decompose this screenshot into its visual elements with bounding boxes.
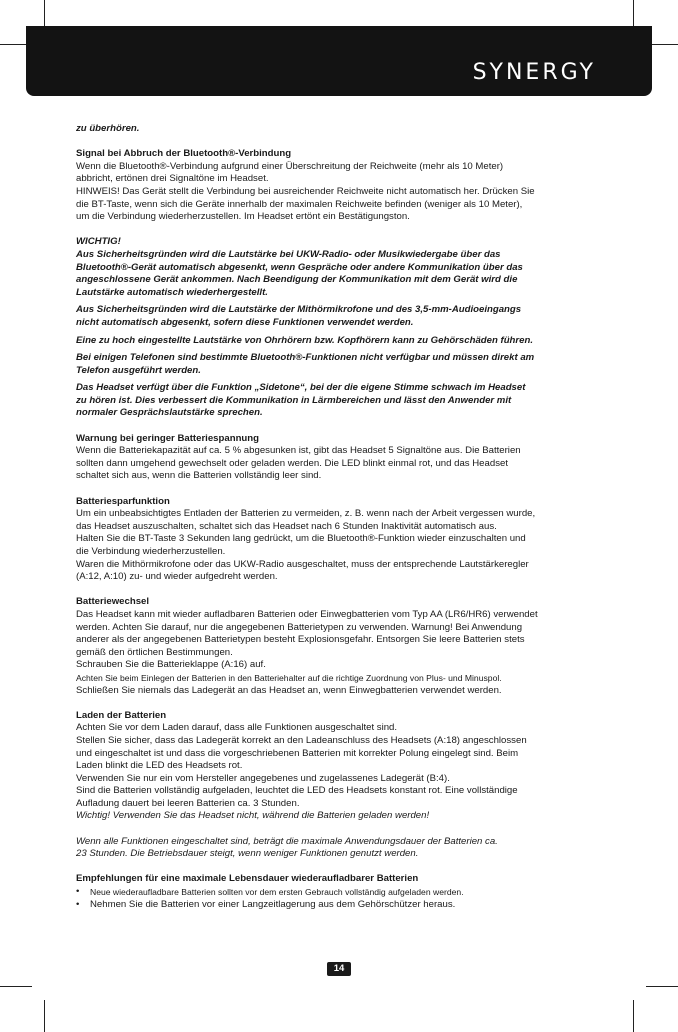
text-line: gemäß den örtlichen Bestimmungen.	[76, 646, 233, 658]
section-heading: Batteriesparfunktion	[76, 495, 170, 507]
section-battery-saver	[76, 496, 606, 584]
crop-mark	[646, 986, 678, 987]
section-heading: Empfehlungen für eine maximale Lebensdauer wiederaufladbarer Batterien	[76, 873, 419, 885]
intro-text: zu überhören.	[76, 123, 140, 134]
text-line: Wenn die Batteriekapazität auf ca. 5 % abgesunken ist, gibt das Headset 5 Signaltöne aus. Die Batterien	[76, 445, 521, 457]
text-line: normaler Gesprächslautstärke sprechen.	[76, 407, 263, 419]
text-line: abbricht, ertönen drei Signaltöne im Headset.	[76, 173, 269, 185]
bullet-icon: •	[76, 886, 80, 898]
text-line: Schrauben Sie die Batterieklappe (A:16) auf.	[76, 659, 266, 671]
text-line: das Headset auszuschalten, schaltet sich das Headset nach 6 Stunden Inaktivität automatisch aus.	[76, 520, 497, 532]
header-bar	[26, 26, 652, 96]
text-line: HINWEIS! Das Gerät stellt die Verbindung bei ausreichender Reichweite nicht automatisch her. Drücken Sie	[76, 185, 535, 197]
text-line: angeschlossene Gerät ankommen. Nach Beendigung der Kommunikation mit dem Gerät wird die	[76, 274, 518, 286]
text-line: Stellen Sie sicher, dass das Ladegerät korrekt an den Ladeanschluss des Headsets (A:18) angeschlossen	[76, 734, 527, 746]
text-line: (A:12, A:10) zu- und wieder aufgedreht werden.	[76, 571, 278, 583]
section-heading: Warnung bei geringer Batteriespannung	[76, 432, 260, 444]
text-line: anderer als der angegebenen Batterietypen besteht Explosionsgefahr. Entsorgen Sie leere Batterien stets	[76, 634, 525, 646]
text-line: die Verbindung wiederherzustellen.	[76, 546, 226, 557]
text-line: um die Verbindung wiederherzustellen. Im Headset ertönt ein Bestätigungston.	[76, 211, 410, 223]
list-item-text: Nehmen Sie die Batterien vor einer Langzeitlagerung aus dem Gehörschützer heraus.	[90, 898, 456, 910]
text-line: Aufladung dauert bei leeren Batterien ca. 3 Stunden.	[76, 797, 300, 809]
text-line: Eine zu hoch eingestellte Lautstärke von Ohrhörern bzw. Kopfhörern kann zu Gehörschäden führen.	[76, 334, 534, 346]
text-line: schaltet sich aus, wenn die Batterien vollständig leer sind.	[76, 470, 322, 482]
text-line: Verwenden Sie nur ein vom Hersteller angegebenes und zugelassenes Ladegerät (B:4).	[76, 772, 450, 784]
section-heading: Signal bei Abbruch der Bluetooth®-Verbindung	[76, 148, 292, 160]
section-low-battery	[76, 433, 606, 483]
text-line: Das Headset kann mit wieder aufladbaren Batterien oder Einwegbatterien vom Typ AA (LR6/HR6) verwendet	[76, 608, 538, 620]
text-line: Wenn die Bluetooth®-Verbindung aufgrund einer Überschreitung der Reichweite (mehr als 10 Meter)	[76, 160, 504, 172]
text-line: sollten dann umgehend gewechselt oder geladen werden. Die LED blinkt einmal rot, und das Headset	[76, 457, 508, 469]
text-line: Bluetooth®-Gerät automatisch abgesenkt, wenn Gespräche oder andere Kommunikation über das	[76, 261, 523, 273]
section-battery-change	[76, 596, 606, 697]
text-line: 23 Stunden. Die Betriebsdauer steigt, wenn weniger Funktionen genutzt werden.	[76, 848, 419, 860]
text-line: Bei einigen Telefonen sind bestimmte Bluetooth®-Funktionen nicht verfügbar und müssen direkt am	[76, 352, 535, 364]
text-line: Um ein unbeabsichtigtes Entladen der Batterien zu vermeiden, z. B. wenn nach der Arbeit vergessen wurde,	[76, 508, 536, 520]
text-line: Achten Sie vor dem Laden darauf, dass alle Funktionen ausgeschaltet sind.	[76, 722, 398, 734]
page-number: 14	[327, 962, 351, 976]
text-line: Aus Sicherheitsgründen wird die Lautstärke bei UKW-Radio- oder Musikwiedergabe über das	[76, 248, 501, 260]
text-line: Achten Sie beim Einlegen der Batterien in den Batteriehalter auf die richtige Zuordnung von Plus- und Minuspol.	[76, 672, 502, 683]
text-line: Aus Sicherheitsgründen wird die Lautstärke der Mithörmikrofone und des 3,5-mm-Audioeingangs	[76, 304, 522, 316]
crop-mark	[44, 1000, 45, 1032]
list-item	[76, 886, 606, 899]
list-item	[76, 899, 606, 912]
section-signal	[76, 148, 606, 224]
section-recommendations	[76, 873, 606, 911]
text-line: und eingeschaltet ist und dass die vorgeschriebenen Batterien mit korrekter Polung eingelegt sind. Beim	[76, 747, 519, 759]
section-heading: Laden der Batterien	[76, 709, 167, 721]
section-heading: Batteriewechsel	[76, 596, 150, 608]
text-line: Halten Sie die BT-Taste 3 Sekunden lang gedrückt, um die Bluetooth®-Funktion wieder einzuschalten und	[76, 533, 526, 545]
text-line: die BT-Taste, wenn sich die Geräte innerhalb der maximalen Reichweite befinden (weniger als 10 Meter),	[76, 198, 523, 210]
warning-heading: WICHTIG!	[76, 236, 121, 248]
brand-logo: SYNERGY	[472, 60, 596, 85]
text-line: zu hören ist. Dies verbessert die Kommunikation in Lärmbereichen und lässt den Anwender mit	[76, 394, 512, 406]
section-charging	[76, 710, 606, 861]
text-line: Telefon ausgeführt werden.	[76, 364, 201, 376]
page-content	[76, 123, 606, 911]
text-line: Wenn alle Funktionen eingeschaltet sind, beträgt die maximale Anwendungsdauer der Batterien ca.	[76, 835, 498, 847]
text-line: Laden blinkt die LED des Headsets rot.	[76, 760, 243, 772]
section-warning	[76, 236, 606, 420]
text-line: Das Headset verfügt über die Funktion „Sidetone“, bei der die eigene Stimme schwach im Headset	[76, 382, 526, 394]
text-line: Schließen Sie niemals das Ladegerät an das Headset an, wenn Einwegbatterien verwendet werden.	[76, 684, 502, 696]
bullet-icon: •	[76, 898, 80, 910]
text-line: Sind die Batterien vollständig aufgeladen, leuchtet die LED des Headsets konstant rot. Eine vollständige	[76, 785, 518, 797]
crop-mark	[0, 986, 32, 987]
text-line: nicht automatisch abgesenkt, sofern diese Funktionen verwendet werden.	[76, 316, 414, 328]
text-line: Waren die Mithörmikrofone oder das UKW-Radio ausgeschaltet, muss der entsprechende Lautstärkeregler	[76, 558, 529, 570]
text-line: werden. Achten Sie darauf, nur die angegebenen Batterietypen zu verwenden. Warnung! Bei Anwendung	[76, 621, 523, 633]
text-line: Wichtig! Verwenden Sie das Headset nicht, während die Batterien geladen werden!	[76, 810, 430, 822]
list-item-text: Neue wiederaufladbare Batterien sollten vor dem ersten Gebrauch vollständig aufgeladen werden.	[90, 887, 464, 898]
text-line: Lautstärke automatisch wiederhergestellt.	[76, 286, 268, 298]
crop-mark	[633, 1000, 634, 1032]
